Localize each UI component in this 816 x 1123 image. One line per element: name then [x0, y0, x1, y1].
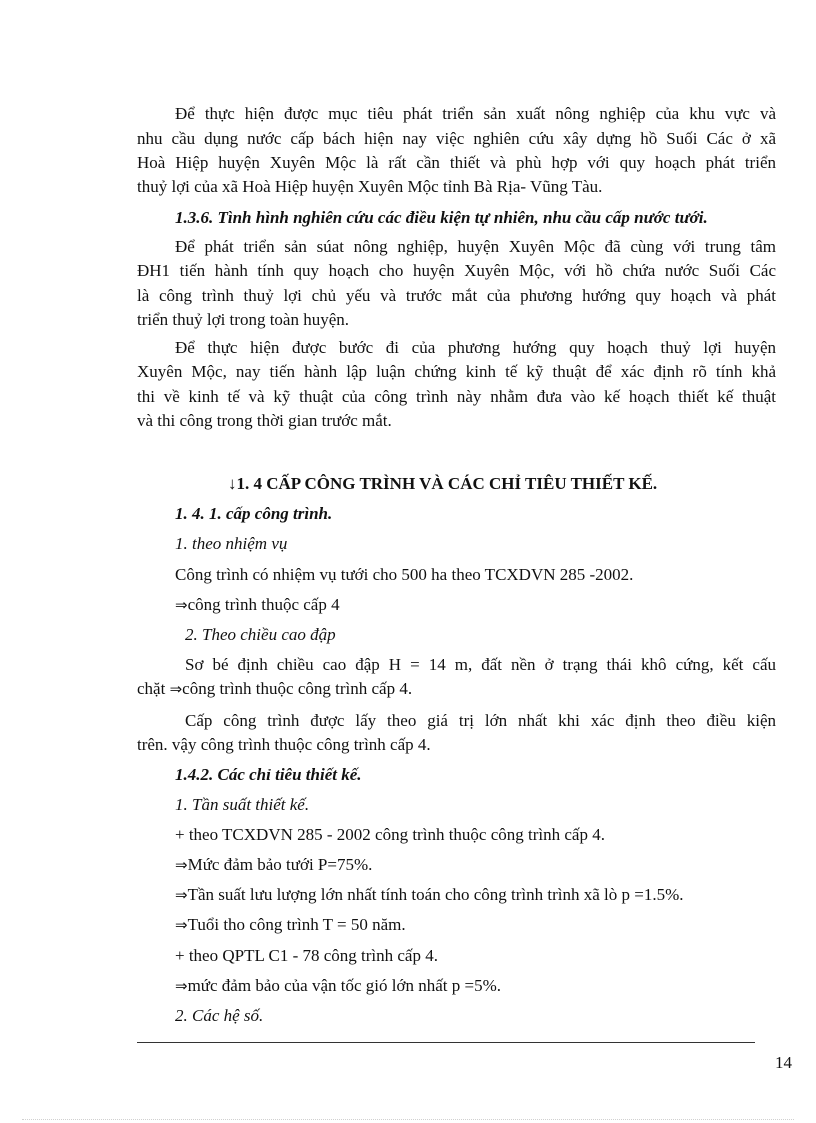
paragraph-1-line-4: thuỷ lợi của xã Hoà Hiệp huyện Xuyên Mộc tỉnh Bà Rịa- Vũng Tàu. — [137, 177, 603, 196]
paragraph-3-line-3: thi về kinh tế và kỹ thuật của công trình này nhằm đưa vào kế hoạch thiết kế thuật — [137, 387, 776, 406]
paragraph-2-line-1: Để phát triển sản súat nông nghiệp, huyện Xuyên Mộc đã cùng với trung tâm — [175, 237, 776, 256]
paragraph-1-line-1: Để thực hiện được mục tiêu phát triển sản xuất nông nghiệp của khu vực và — [175, 104, 776, 123]
implication-line-4: ⇒Tuổi tho công trình T = 50 năm. — [175, 915, 406, 934]
text-qptl: + theo QPTL C1 - 78 công trình cấp 4. — [175, 946, 438, 965]
text-cap-cong-trinh-line-2: trên. vậy công trình thuộc công trình cấp 4. — [137, 735, 431, 754]
heading-1-4-1: 1. 4. 1. cấp công trình. — [175, 504, 333, 523]
text-chieu-cao-line-2: chặt ⇒công trình thuộc công trình cấp 4. — [137, 679, 413, 698]
implication-line-3: ⇒Tần suất lưu lượng lớn nhất tính toán cho công trình trình xã lò p =1.5%. — [175, 885, 684, 904]
implies-arrow-icon: ⇒ — [175, 916, 188, 934]
text-cap-cong-trinh-line-1: Cấp công trình được lấy theo giá trị lớn nhất khi xác định theo điều kiện — [185, 711, 776, 730]
paragraph-1-line-3: Hoà Hiệp huyện Xuyên Mộc là rất cần thiết và phù hợp với quy hoạch phát triển — [137, 153, 776, 172]
paragraph-3-line-1: Để thực hiện được bước đi của phương hướng quy hoạch thuỷ lợi huyện — [175, 338, 776, 357]
paragraph-2-line-2: ĐH1 tiến hành tính quy hoạch cho huyện Xuyên Mộc, với hồ chứa nước Suối Các — [137, 261, 776, 280]
implies-arrow-icon: ⇒ — [169, 680, 183, 698]
subheading-cac-he-so: 2. Các hệ số. — [175, 1006, 264, 1025]
implies-arrow-icon: ⇒ — [175, 886, 188, 904]
paragraph-3-line-2: Xuyên Mộc, nay tiến hành lập luận chứng kinh tế kỹ thuật để xác định rõ tính khả — [137, 362, 776, 381]
paragraph-3-line-4: và thi công trong thời gian trước mắt. — [137, 411, 392, 430]
text-cong-trinh-nhiem-vu: Công trình có nhiệm vụ tưới cho 500 ha theo TCXDVN 285 -2002. — [175, 565, 634, 584]
text-tcxdvn: + theo TCXDVN 285 - 2002 công trình thuộc công trình cấp 4. — [175, 825, 605, 844]
section-mark-icon: ↓ — [228, 474, 237, 493]
implies-arrow-icon: ⇒ — [175, 856, 188, 874]
paragraph-2-line-4: triển thuỷ lợi trong toàn huyện. — [137, 310, 350, 329]
implies-arrow-icon: ⇒ — [175, 977, 188, 995]
section-title — [228, 473, 657, 495]
paragraph-2-line-3: là công trình thuỷ lợi chủ yếu và trước mắt của phương hướng quy hoạch và phát — [137, 286, 776, 305]
footer-rule — [137, 1042, 755, 1043]
implication-line-1: ⇒công trình thuộc cấp 4 — [175, 595, 340, 614]
page-number: 14 — [775, 1053, 792, 1072]
heading-1-3-6: 1.3.6. Tình hình nghiên cứu các điều kiện tự nhiên, nhu cầu cấp nước tưới. — [175, 208, 708, 227]
section-title-text: 1. 4 CẤP CÔNG TRÌNH VÀ CÁC CHỈ TIÊU THIẾT KẾ. — [236, 474, 658, 493]
implication-line-2: ⇒Mức đảm bảo tưới P=75%. — [175, 855, 373, 874]
subheading-theo-nhiem-vu: 1. theo nhiệm vụ — [175, 534, 288, 553]
subheading-chieu-cao-dap: 2. Theo chiều cao đập — [185, 625, 336, 644]
page-bottom-dotted-border — [22, 1119, 794, 1120]
heading-1-4-2: 1.4.2. Các chỉ tiêu thiết kế. — [175, 765, 362, 784]
implies-arrow-icon: ⇒ — [175, 596, 188, 614]
implication-line-5: ⇒mức đảm bảo của vận tốc gió lớn nhất p =5%. — [175, 976, 501, 995]
subheading-tan-suat: 1. Tần suất thiết kế. — [175, 795, 310, 814]
text-chieu-cao-line-1: Sơ bé định chiều cao đập H = 14 m, đất nền ở trạng thái khô cứng, kết cấu — [185, 655, 776, 674]
paragraph-1-line-2: nhu cầu dụng nước cấp bách hiện nay việc nghiên cứu xây dựng hồ Suối Các ở xã — [137, 129, 776, 148]
